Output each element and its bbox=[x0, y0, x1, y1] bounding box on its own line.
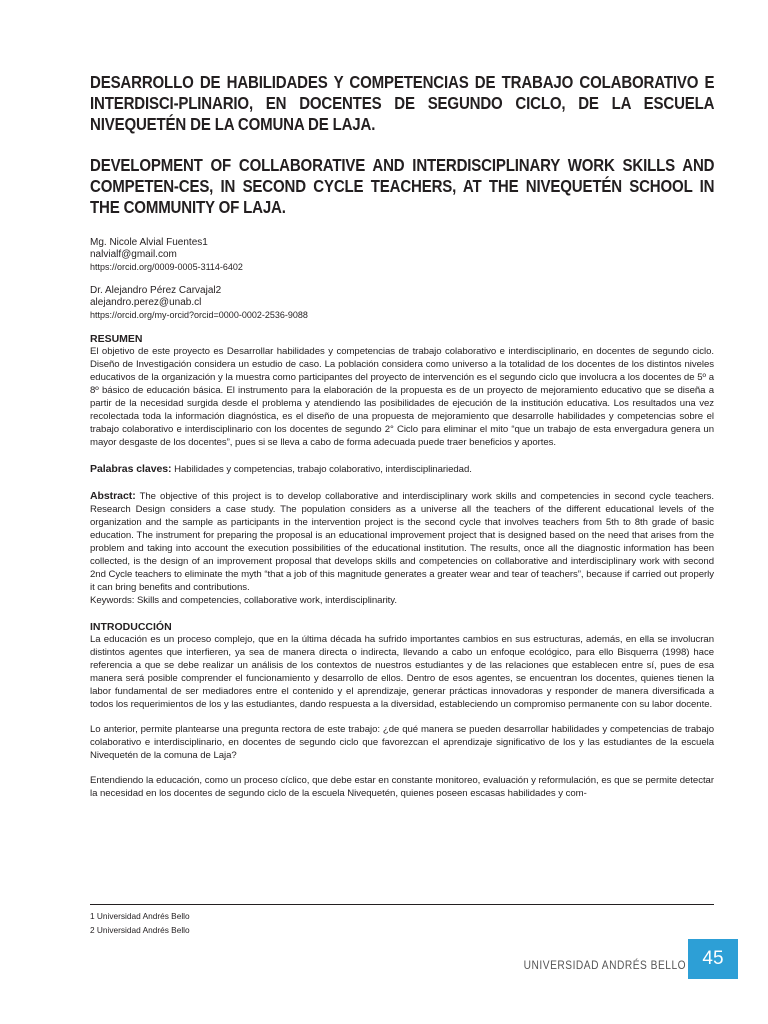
author-email[interactable]: alejandro.perez@unab.cl bbox=[90, 297, 202, 308]
author-name: Dr. Alejandro Pérez Carvajal2 bbox=[90, 285, 222, 296]
author-1 bbox=[90, 237, 714, 273]
palabras-clave-text: Habilidades y competencias, trabajo colaborativo, interdisciplinariedad. bbox=[174, 464, 472, 475]
abstract-label: Abstract: bbox=[90, 490, 136, 502]
intro-paragraph: Entendiendo la educación, como un proceso cíclico, que debe estar en constante monitoreo, evaluación y reformulación, es que se permite detectar la necesidad en los docentes de segundo ciclo de la escuela Nivequetén, quienes poseen escasas habilidades y com- bbox=[90, 775, 714, 799]
abstract-section bbox=[90, 490, 714, 607]
author-email[interactable]: nalvialf@gmail.com bbox=[90, 249, 177, 260]
article-page bbox=[90, 72, 714, 800]
author-list bbox=[90, 237, 714, 321]
author-orcid-link[interactable]: https://orcid.org/my-orcid?orcid=0000-0002-2536-9088 bbox=[90, 310, 308, 320]
author-orcid-link[interactable]: https://orcid.org/0009-0005-3114-6402 bbox=[90, 262, 243, 272]
footnote: 1 Universidad Andrés Bello bbox=[90, 911, 190, 921]
resumen-text: El objetivo de este proyecto es Desarrollar habilidades y competencias de trabajo colaborativo e interdisciplinario, en docentes de segundo ciclo. Diseño de Investigación considera un estudio de caso. La población considera como universo a la totalidad de los docentes de los distintos niveles educativos de la organización y la muestra como participantes del proyecto de intervención es el segundo ciclo que involucra a los docentes de 5º a 8º básico de educación básica. El instrumento para la elaboración de la propuesta es de un proyecto de mejoramiento educativo que se diseña a partir de la necesidad surgida desde el problema y atendiendo las posibilidades de ejecución de la institución educativa. Los resultados una vez recolectada toda la información diagnóstica, es el diseño de una propuesta de mejoramiento que desarrolle habilidades y competencias sobre el trabajo colaborativo e interdisciplinario con los docentes de segundo 2° Ciclo para eliminar el mito “que un trabajo de esta envergadura genera un mayor desgaste de los docentes”, pues si se lleva a cabo de forma adecuada puede traer beneficios y aportes. bbox=[90, 346, 714, 448]
page-number: 45 bbox=[688, 939, 738, 979]
resumen-heading: RESUMEN bbox=[90, 333, 143, 345]
introduccion-heading: INTRODUCCIÓN bbox=[90, 621, 172, 633]
footnotes bbox=[90, 904, 714, 937]
footer-university-label: UNIVERSIDAD ANDRÉS BELLO bbox=[523, 958, 686, 972]
title-english: DEVELOPMENT OF COLLABORATIVE AND INTERDISCIPLINARY WORK SKILLS AND COMPETEN-CES, IN SECOND CYCLE TEACHERS, AT THE NIVEQUETÉN SCHOOL IN THE COMMUNITY OF LAJA. bbox=[90, 155, 715, 217]
abstract-text: The objective of this project is to develop collaborative and interdisciplinary work skills and competencies in second cycle teachers. Research Design considers a case study. The population considers as a universe all the teachers of the different educational levels of the organization and the sample as participants in the intervention project is the second cycle that involves teachers from 5th to 8th grade of basic education. The instrument for preparing the proposal is an educational improvement project that is designed based on the need that arises from the problem and taking into account the execution possibilities of the educational institution. The results, once all the diagnostic information has been collected, is the design of an improvement proposal that develops skills and competencies on collaborative and interdisciplinary work with second 2nd Cycle teachers to eliminate the myth “that a job of this magnitude generates a greater wear and tear of teachers”, because if carried out properly it can bring benefits and contributions. bbox=[90, 491, 714, 593]
palabras-clave bbox=[90, 463, 714, 476]
title-spanish: DESARROLLO DE HABILIDADES Y COMPETENCIAS DE TRABAJO COLABORATIVO E INTERDISCI-PLINARIO, EN DOCENTES DE SEGUNDO CICLO, DE LA ESCUELA NIVEQUETÉN DE LA COMUNA DE LAJA. bbox=[90, 72, 715, 134]
author-2 bbox=[90, 285, 714, 321]
intro-paragraph: La educación es un proceso complejo, que en la última década ha sufrido importantes cambios en sus estructuras, además, en ella se involucran distintos agentes que interfieren, ya sea de manera directa o indirecta, llevando a cabo un enfoque ecológico, para ello Bisquerra (1998) hace referencia a que se debe realizar un análisis de los contextos de nuestros estudiantes y de las relaciones que establecen entre sí, pues de esa manera será posible comprender el funcionamiento y desarrollo de ellos. Dentro de esos agentes, se encuentran los docentes, quienes tienen la labor fundamental de ser mediadores entre el contenido y el aprendizaje, generar prácticas innovadoras y responder de manera diversificada a todos los requerimientos de los y las estudiantes, dando respuesta a la diversidad, estableciendo un compromiso permanente con su labor docente. bbox=[90, 634, 714, 710]
palabras-clave-label: Palabras claves: bbox=[90, 463, 172, 475]
footnote: 2 Universidad Andrés Bello bbox=[90, 925, 190, 935]
intro-paragraph: Lo anterior, permite plantearse una pregunta rectora de este trabajo: ¿de qué manera se pueden desarrollar habilidades y competencias de trabajo colaborativo e interdisciplinario, en docentes de segundo ciclo que favorezcan el aprendizaje significativo de los y las estudiantes de la escuela Nivequetén de la comuna de Laja? bbox=[90, 724, 714, 761]
author-name: Mg. Nicole Alvial Fuentes1 bbox=[90, 237, 208, 248]
abstract-paragraph bbox=[90, 490, 714, 594]
abstract-keywords: Keywords: Skills and competencies, collaborative work, interdisciplinarity. bbox=[90, 595, 397, 606]
